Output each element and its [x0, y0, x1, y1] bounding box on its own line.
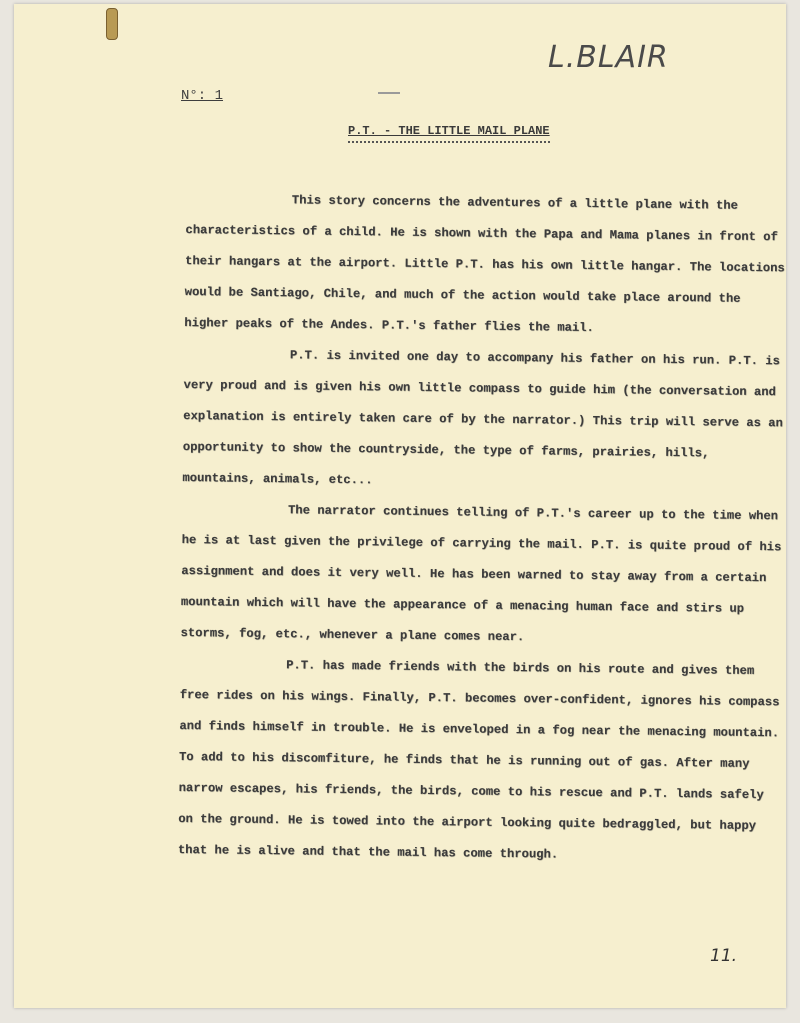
document-reference-number: N°: 1	[181, 88, 224, 104]
paragraph-4: P.T. has made friends with the birds on his route and gives them free rides on his wings. Finally, P.T. becomes over-confident, ignores his compass and finds himself in trouble. He is enveloped in a fog near the menacing mountain. To add to his discomfiture, he finds that he is running out of gas. After many narrow escapes, his friends, the birds, come to his rescue and P.T. lands safely on the ground. He is towed into the airport looking quite bedraggled, but happy that he is alive and that the mail has come through.	[177, 658, 780, 862]
page-number: 11.	[710, 946, 738, 966]
author-signature: L.BLAIR	[548, 40, 669, 75]
paragraph-3: The narrator continues telling of P.T.'s career up to the time when he is at last given the privilege of carrying the mail. P.T. is quite proud of his assignment and does it very well. He has been warned to stay away from a certain mountain which will have the appearance of a menacing human face and stirs up storms, fog, etc., whenever a plane comes near.	[180, 503, 782, 645]
document-body	[178, 184, 786, 873]
paragraph-1: This story concerns the adventures of a little plane with the characteristics of a child. He is shown with the Papa and Mama planes in front of their hangars at the airport. Little P.T. has his own little hangar. The locations would be Santiago, Chile, and much of the action would take place around the higher peaks of the Andes. P.T.'s father flies the mail.	[184, 193, 785, 335]
paragraph-2: P.T. is invited one day to accompany his father on his run. P.T. is very proud and is given his own little compass to guide him (the conversation and explanation is entirely taken care of by the narrator.) This trip will serve as an opportunity to show the countryside, the type of farms, prairies, hills, mountains, animals, etc...	[182, 348, 783, 488]
document-title: P.T. - THE LITTLE MAIL PLANE	[348, 124, 550, 143]
document-page	[14, 4, 786, 1008]
header-dash	[378, 92, 400, 94]
staple	[106, 8, 118, 40]
